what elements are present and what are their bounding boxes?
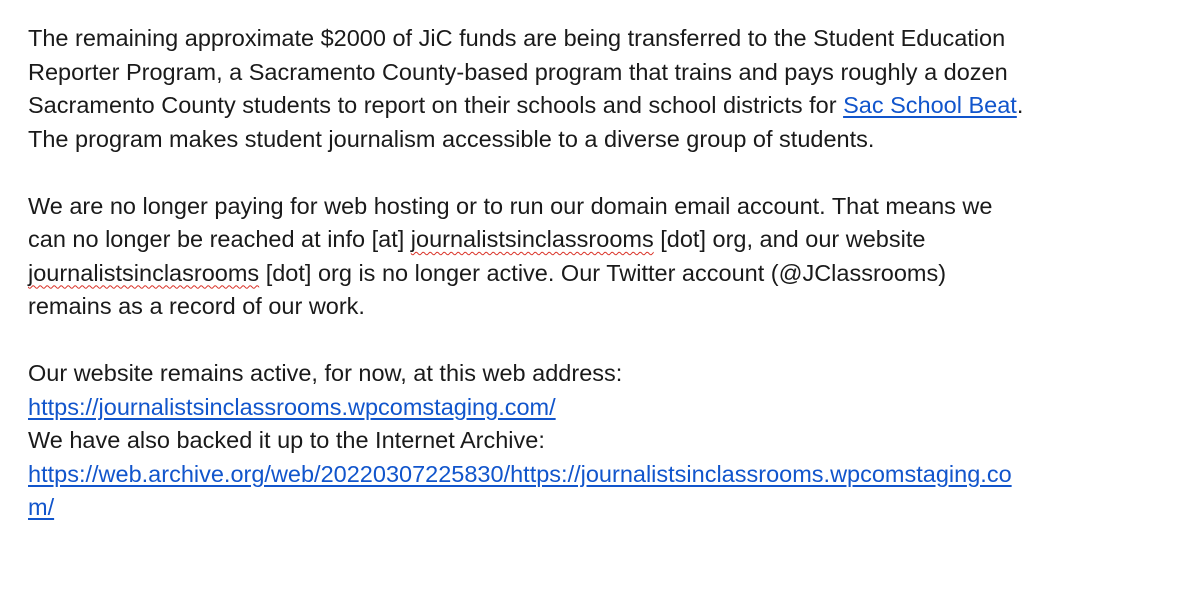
text-line: We are no longer paying for web hosting or to run our domain email account. That means we <box>28 192 993 219</box>
text-segment: [dot] org, and our website <box>653 226 926 252</box>
text-line: The remaining approximate $2000 of JiC funds are being transferred to the Student Education <box>28 25 1006 51</box>
text-segment: [dot] org is no longer active. Our Twitter account (@JClassrooms) <box>259 259 947 286</box>
text-line: remains as a record of our work. <box>28 293 365 319</box>
text-segment: Sacramento County students to report on their schools and school districts for <box>28 92 844 118</box>
paragraph-hosting <box>28 190 1160 324</box>
text-line: We have also backed it up to the Internet Archive: <box>28 427 545 453</box>
spellcheck-flagged-word[interactable]: journalistsinclassrooms <box>410 226 654 252</box>
internet-archive-link[interactable]: https://web.archive.org/web/20220307225830/https://journalistsinclassrooms.wpcomstaging.co <box>28 460 1012 487</box>
text-segment: can no longer be reached at info [at] <box>28 226 411 252</box>
paragraph-funds-transfer <box>28 22 1160 156</box>
text-line <box>28 391 1160 425</box>
text-line <box>28 223 1160 257</box>
text-line: Our website remains active, for now, at this web address: <box>28 360 623 386</box>
staging-site-link[interactable]: https://journalistsinclassrooms.wpcomstaging.com/ <box>28 393 556 420</box>
text-segment: . <box>1016 92 1024 118</box>
text-line <box>28 458 1160 492</box>
text-line <box>28 491 1160 525</box>
text-line: The program makes student journalism accessible to a diverse group of students. <box>28 125 875 152</box>
paragraph-website <box>28 357 1160 525</box>
spellcheck-flagged-word[interactable]: journalistsinclasrooms <box>28 259 260 286</box>
text-line: Reporter Program, a Sacramento County-based program that trains and pays roughly a dozen <box>28 58 1008 85</box>
text-line <box>28 257 1160 291</box>
sac-school-beat-link[interactable]: Sac School Beat <box>843 92 1017 118</box>
text-line <box>28 89 1160 123</box>
internet-archive-link-continued[interactable]: m/ <box>28 494 55 520</box>
